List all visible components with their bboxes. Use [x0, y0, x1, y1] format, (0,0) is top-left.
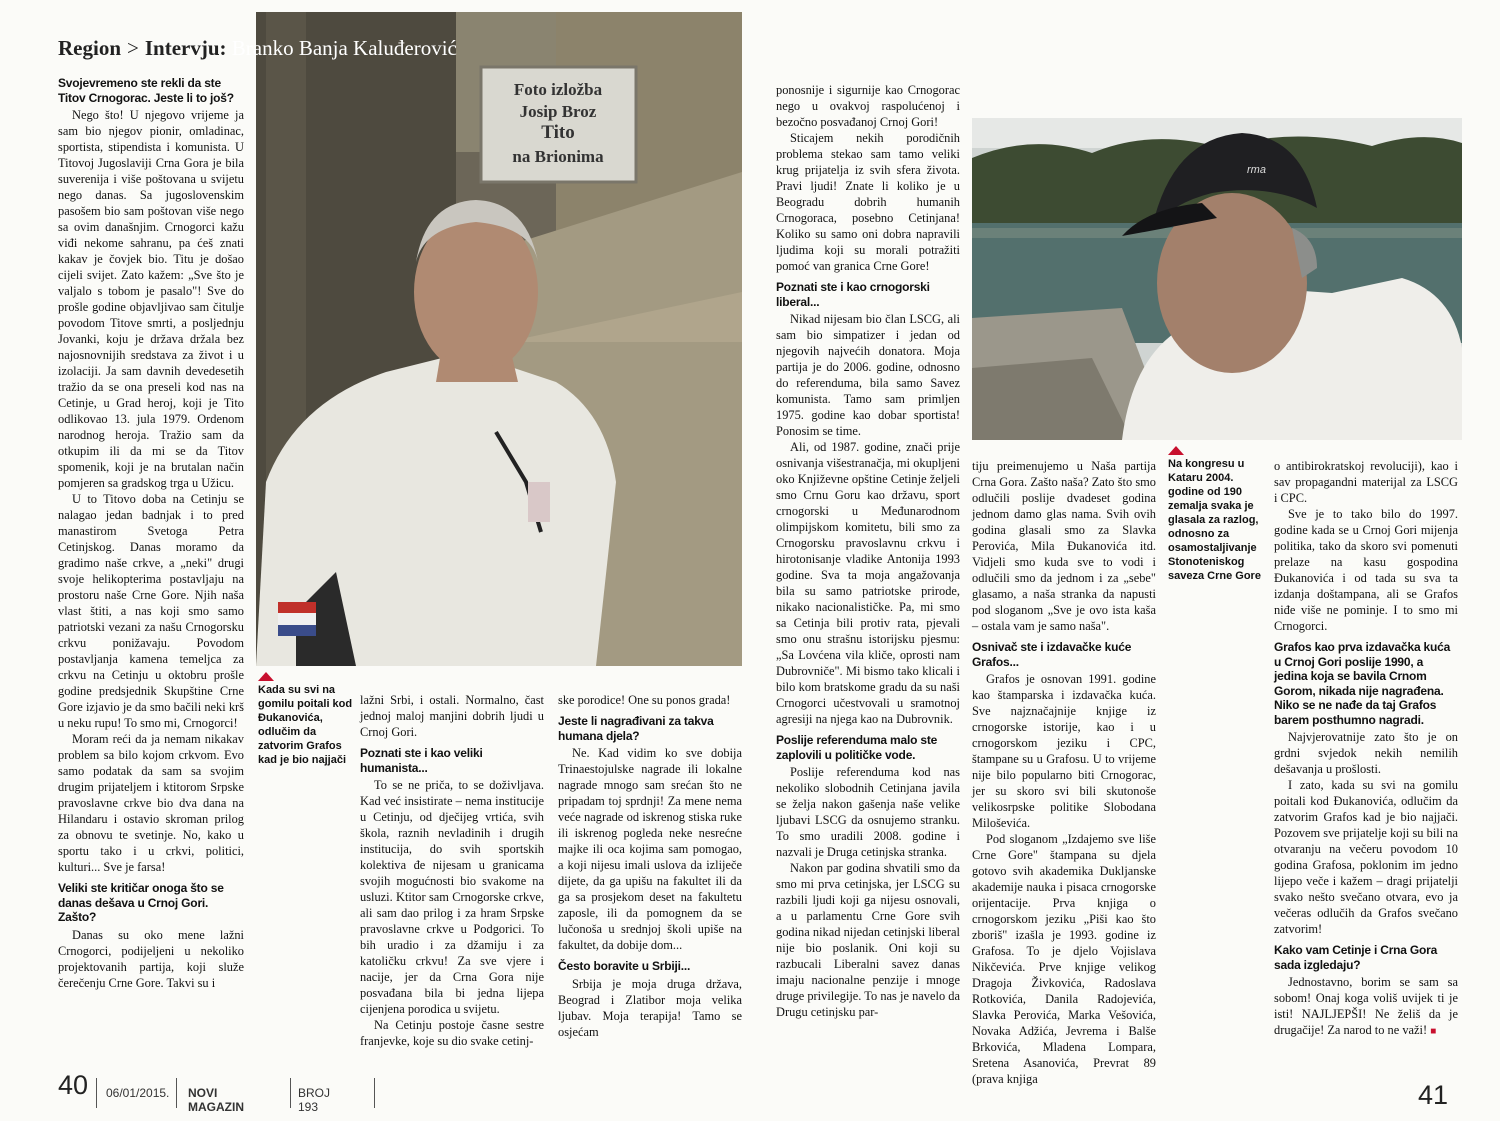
paragraph: Moram reći da ja nemam nikakav problem sa bilo kojom crkvom. Evo samo podatak da sam sa svojim drugim prijateljem i ktitorom Srpske pravoslavne crkve bio dva dana na Hilandaru i ostavio skroman prilog za obnovu te svetinje. No, kako u sportu tako i u crkvi, politici, kulturi... Sve je farsa! — [58, 732, 244, 874]
breadcrumb-arrow: > — [127, 36, 139, 60]
photo1-caption-text: Kada su svi na gomilu poitali kod Đukanovića, odlučim da zatvorim Grafos kad je bio najjači — [258, 684, 353, 766]
section-header — [58, 36, 457, 61]
caption-marker-icon — [258, 672, 274, 681]
issue-number: BROJ 193 — [298, 1086, 331, 1114]
question-heading: Svojevremeno ste rekli da ste Titov Crnogorac. Jeste li to još? — [58, 76, 234, 105]
sign-line-1: Foto izložba — [513, 80, 603, 99]
paragraph: Grafos je osnovan 1991. godine kao štamparska i izdavačka kuća. Sve najznačajnije knjige iz crnogorske istorije, kao i u crnogorskom jeziku i CPC, štampane su u Grafosu. U to vrijeme nije bilo popularno biti Crnogorac, jer su skoro svi bili skutonoše velikosrpske politike Slobodana Miloševića. — [972, 672, 1156, 830]
column-4 — [776, 82, 960, 1020]
photo-tito-exhibition — [256, 12, 742, 666]
question-heading: Poslije referenduma malo ste zaplovili u političke vode. — [776, 733, 938, 762]
photo1-caption — [258, 672, 363, 767]
photo-illustration — [256, 12, 742, 666]
question-heading: Osnivač ste i izdavačke kuće Grafos... — [972, 640, 1132, 669]
footer-divider — [374, 1078, 375, 1108]
paragraph: Nikad nijesam bio član LSCG, ali sam bio simpatizer i jedan od njegovih najvećih donatora. Moja partija je do 2006. godine, odnosno do referenduma, bila samo Savez komunista. Tamo sam primljen 1975. godine kao dobar sportista! Ponosim se time. — [776, 312, 960, 438]
column-2 — [360, 692, 544, 1049]
sign-line-2: Josip Broz — [519, 102, 597, 121]
sign-line-3: Tito — [541, 122, 575, 143]
end-mark-icon: ■ — [1430, 1026, 1437, 1037]
footer-divider — [96, 1078, 97, 1108]
paragraph: Najvjerovatnije zato što je on grdni svjedok nekih nemilih dešavanja u prošlosti. — [1274, 730, 1458, 776]
question-heading: Poznati ste i kao veliki humanista... — [360, 746, 483, 775]
paragraph-text: Jednostavno, borim se sam sa sobom! Onaj koga voliš uvijek ti je isti! NAJLJEPŠI! Ne želiš da je drugačije! Za narod to ne važi! — [1274, 975, 1458, 1037]
photo-illustration-2 — [972, 118, 1462, 440]
page-number-left: 40 — [58, 1070, 89, 1100]
paragraph: Danas su oko mene lažni Crnogorci, podijeljeni u nekoliko projektovanih partija, koji služe čerečenju Crne Gore. Takvi su i — [58, 927, 244, 990]
paragraph: Nakon par godina shvatili smo da smo mi prva cetinjska, jer LSCG su razbili ljudi koji ga nijesu osnovali, a u parlamentu Crne Gore svih godina nikad nijedan cetinjski liberal nije bio poslanik. Oni koji su razbucali Liberalni savez danas imaju nacionalne penzije i mnoge druge privilegije. To nas je navelo da Drugu cetinjsku par- — [776, 861, 960, 1019]
photo-congress — [972, 118, 1462, 440]
paragraph: Srbija je moja druga država, Beograd i Zlatibor moja velika ljubav. Moja terapija! Tamo se osjećam — [558, 976, 742, 1039]
topic-label: Intervju: — [144, 36, 227, 60]
magazine-name: NOVI MAGAZIN — [188, 1086, 244, 1114]
column-3 — [558, 692, 742, 1040]
question-heading: Grafos kao prva izdavačka kuća u Crnoj Gori poslije 1990, a jedina koja se bavila Crnom Gorom, nikada nije nagrađena. Niko se ne nađe da taj Grafos barem posthumno nagradi. — [1274, 640, 1451, 727]
paragraph: Ali, od 1987. godine, znači prije osnivanja višestranačja, mi okupljeni oko Književne opštine Cetinje željeli smo Crnu Goru kao državu, sport crnogorski u Međunarodnom olimpijskom komitetu, bili smo za Crnogorsku pravoslavnu crkvu i hirotonisanje vladike Antonija 1993 godine. Sva ta moja angažovanja bila su samo patriotske prirode, nikako nacionalističke. Pa, mi smo sa Cetinja bili protiv rata, pjevali smo onu strašnu istorijsku pjesmu: „Sa Lovćena vila kliče, oprosti nam Dubrovniče". Mi bismo tako klicali i bilo kom bratskome gradu da su naši Crnogorci učestvovali u sramotnoj agresiji na njega kao na Dubrovnik. — [776, 440, 960, 726]
column-1 — [58, 76, 244, 991]
paragraph: ske porodice! One su ponos grada! — [558, 693, 731, 707]
paragraph: lažni Srbi, i ostali. Normalno, čast jednoj maloj manjini dobrih ljudi u Crnoj Gori. — [360, 693, 544, 739]
sign-line-4: na Brionima — [512, 147, 604, 166]
question-heading: Veliki ste kritičar onoga što se danas dešava u Crnoj Gori. Zašto? — [58, 881, 224, 924]
paragraph — [1274, 974, 1458, 1040]
paragraph: Sticajem nekih porodičnih problema stekao sam tamo veliki krug prijatelja iz svih sfera života. Pravi ljudi! Znate li koliko je u Beogradu dobrih humanih Crnogoraca, posebno Cetinjana! Koliko su samo oni dobra napravili ljudima koji su morali potražiti pomoć van granica Crne Gore! — [776, 131, 960, 273]
question-heading: Poznati ste i kao crnogorski liberal... — [776, 280, 930, 309]
paragraph: o antibirokratskoj revoluciji), kao i sav propagandni materijal za LSCG i CPC. — [1274, 459, 1458, 505]
paragraph: Ne. Kad vidim ko sve dobija Trinaestojulske nagrade ili lokalne nagrade mnogo sam srećan što ne pripadam toj sprdnji! Za mene nema veće nagrade od iskrenog stiska ruke ili iskrenog pogleda neke nesrećne majke ili oca kojima sam pomogao, a koji nijesu imali uslova da izliječe dijete, da ga upišu na fakultet ili da ga sa prosjekom deset na fakultetu zaposle, ili da pomognem da se lučonoša u srednjoj školi upiše na fakultet, da dobije dom... — [558, 746, 742, 952]
paragraph: Pod sloganom „Izdajemo sve liše Crne Gore" štampana su djela gotovo svih akademika Dukljanske akademije nauka i pisaca crnogorske orijentacije. Prva knjiga o crnogorskom jeziku „Piši kao što zboriš" izašla je 1993. godine iz Grafosa. To je djelo Vojislava Nikčevića. Prve knjige velikog Dragoja Živkovića, Radoslava Rotkovića, Danila Radojevića, Slavka Perovića, Marka Vešovića, Novaka Adžića, Jevrema i Balše Brkovića, Mladena Lompara, Sretena Asanovića, Prevrat 89 (prava knjiga — [972, 832, 1156, 1086]
question-heading: Jeste li nagrađivani za takva humana djela? — [558, 714, 714, 743]
issue-date: 06/01/2015. — [106, 1086, 170, 1100]
paragraph: Na Cetinju postoje časne sestre franjevke, koje su dio svake cetinj- — [360, 1018, 544, 1048]
paragraph: tiju preimenujemo u Naša partija Crna Gora. Zašto naša? Zato što smo odlučili poslije dvadeset godina jednom damo glas nama. Svih ovih godina glasali smo za Slavka Perovića, Mila Đukanovića itd. Vidjeli smo kuda sve to vodi i odlučili smo da jednom i za „sebe" glasamo, a naša stranka da napusti pod sloganom „Sve je ovo ista kaša – ostala vam je samo naša". — [972, 459, 1156, 633]
section-label: Region — [58, 36, 121, 60]
paragraph: Poslije referenduma kod nas nekoliko slobodnih Cetinjana javila se želja nakon gašenja naše velike ljubavi LSCG da osnujemo stranku. To smo uradili 2008. godine i nazvali je Druga cetinjska stranka. — [776, 765, 960, 859]
paragraph: Nego što! U njegovo vrijeme ja sam bio njegov pionir, omladinac, sportista, stipendista i komunista. U Titovoj Jugoslaviji Crna Gora je bila suverenija i više poštovana u svijetu nego danas. Sa jugoslovenskim pasošem bio sam poštovan više nego sa ovim današnjim. Crnogorci kažu viđi nekome sahranu, pa ćeš znati kakav je čovjek bio. Titu je došao cijeli svijet. Zato kažem: „Sve što je valjalo s tobom je pasalo"! Sve do prošle godine objavljivao sam čitulje povodom Titove smrti, a posljednju Jovanki, koju je država držala bez najosnovnijih sredstava za život i u izolaciji. Ja sam davnih devedesetih tražio da se ona preseli kod nas na Cetinje, u Grad heroj, koji je Tito odlikovao 13. jula 1979. Ordenom narodnog heroja. Tražio sam da otkupim ili da mi se da Titov spomenik, koji je na brutalan način pomjeren sa gradskog trga u Užicu. — [58, 108, 244, 490]
column-6 — [1274, 458, 1458, 1040]
photo2-caption-text: Na kongresu u Kataru 2004. godine od 190 zemalja svaka je glasala za razlog, odnosno za osamostaljivanje Stonoteniskog saveza Crne Gore — [1168, 458, 1261, 582]
footer-divider — [176, 1078, 177, 1108]
paragraph: To se ne priča, to se doživljava. Kad već insistirate – nema institucije u Cetinju, od dječijeg vrtića, svih škola, raznih nevladinih i drugih institucija, do svih sportskih kolektiva đe nijesam u granicama svojih mogućnosti bio svakome na usluzi. Ktitor sam Crnogorske crkve, ali sam dao prilog i za hram Srpske pravoslavne crkve u Podgorici. To bih uradio i za džamiju i za katoličku crkvu! Za sve vjere i nacije, jer da Crna Gora nije posvađana bila bi jedna lijepa cijenjena porodica u svijetu. — [360, 778, 544, 1016]
cap-logo-text: rma — [1247, 164, 1266, 176]
paragraph: Sve je to tako bilo do 1997. godine kada se u Crnoj Gori mijenja politika, tako da skoro svi pomenuti prelaze na kasu gospodina Đukanovića i od tada su sva ta izdanja doštampana, ali se Grafos niđe više ne pominje. I to smo mi Crnogorci. — [1274, 507, 1458, 633]
interviewee-name: Branko Banja Kaluđerović — [231, 36, 457, 60]
footer-divider — [290, 1078, 291, 1108]
paragraph: I zato, kada su svi na gomilu poitali kod Đukanovića, odlučim da zatvorim Grafos kad je bio najjači. Pozovem sve prijatelje koji su bili na otvaranju na večeru povodom 10 godina Grafosa, poklonim im jedno lijepo veče i kažem – dragi prijatelji svako nešto svečano otvara, evo ja večeras odlučih da Grafos svečano zatvorim! — [1274, 778, 1458, 936]
question-heading: Kako vam Cetinje i Crna Gora sada izgledaju? — [1274, 943, 1438, 972]
paragraph: U to Titovo doba na Cetinju se nalagao jedan badnjak i to pred manastirom Svetoga Petra Cetinjskog. Danas moramo da gradimo naše crkve, a „neki" drugi svoje helikopterima postavljaju na prostoru naše Crne Gore. Njih naša vlast štiti, a nas koji smo samo patriotski vezani za našu Crnogorsku crkvu ponižavaju. Povodom postavljanja kamena temeljca za crkvu na Cetinju u oktobru prošle godine predsjednik Skupštine Crne Gore izjavio je da smo bačili neki krš u neku rupu! To smo mi, Crnogorci! — [58, 492, 244, 730]
paragraph: ponosnije i sigurnije kao Crnogorac nego u ovakvoj raspolućenoj i bezočno posvađanoj Crnoj Gori! — [776, 83, 960, 129]
column-5 — [972, 458, 1156, 1087]
caption-marker-icon-2 — [1168, 446, 1184, 455]
photo2-caption — [1168, 446, 1268, 583]
question-heading: Često boravite u Srbiji... — [558, 959, 691, 973]
page-number-right: 41 — [1418, 1080, 1449, 1110]
